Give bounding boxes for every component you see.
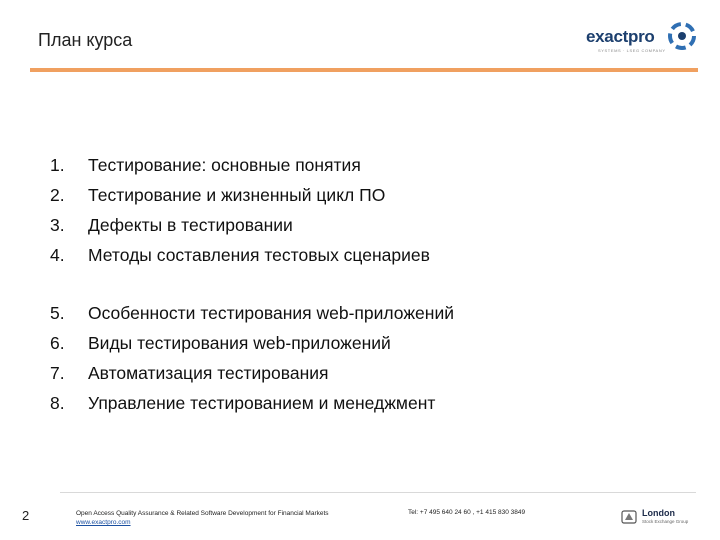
list-item: 2. Тестирование и жизненный цикл ПО <box>50 185 386 205</box>
slide-title: План курса <box>38 30 133 50</box>
list-item: 4. Методы составления тестовых сценариев <box>50 245 430 265</box>
header-divider <box>30 68 698 72</box>
page-number: 2 <box>22 508 30 523</box>
exactpro-logo <box>586 22 696 56</box>
list-item: 3. Дефекты в тестировании <box>50 215 293 235</box>
list-item: 6. Виды тестирования web-приложений <box>50 333 391 353</box>
lse-wordmark: London <box>642 508 675 518</box>
footer-phone: Tel: +7 495 640 24 60 , +1 415 830 3849 <box>408 509 526 516</box>
website-link[interactable]: www.exactpro.com <box>76 519 131 526</box>
logo-subtext: SYSTEMS · LSEG COMPANY <box>598 48 666 53</box>
crest-icon <box>620 508 638 526</box>
exactpro-mark-icon <box>668 22 696 50</box>
footer-description: Open Access Quality Assurance & Related Software Development for Financial Markets <box>76 510 329 517</box>
list-item: 1. Тестирование: основные понятия <box>50 155 361 175</box>
footer-tagline <box>76 509 329 527</box>
list-item: 8. Управление тестированием и менеджмент <box>50 393 436 413</box>
list-spacer <box>50 270 454 298</box>
lse-logo <box>620 506 700 530</box>
course-plan-list <box>50 150 454 418</box>
list-item: 5. Особенности тестирования web-приложений <box>50 303 454 323</box>
lse-subtext: Stock Exchange Group <box>642 519 689 524</box>
footer-divider <box>60 492 696 493</box>
list-item: 7. Автоматизация тестирования <box>50 363 329 383</box>
logo-wordmark: exactpro <box>586 27 655 46</box>
